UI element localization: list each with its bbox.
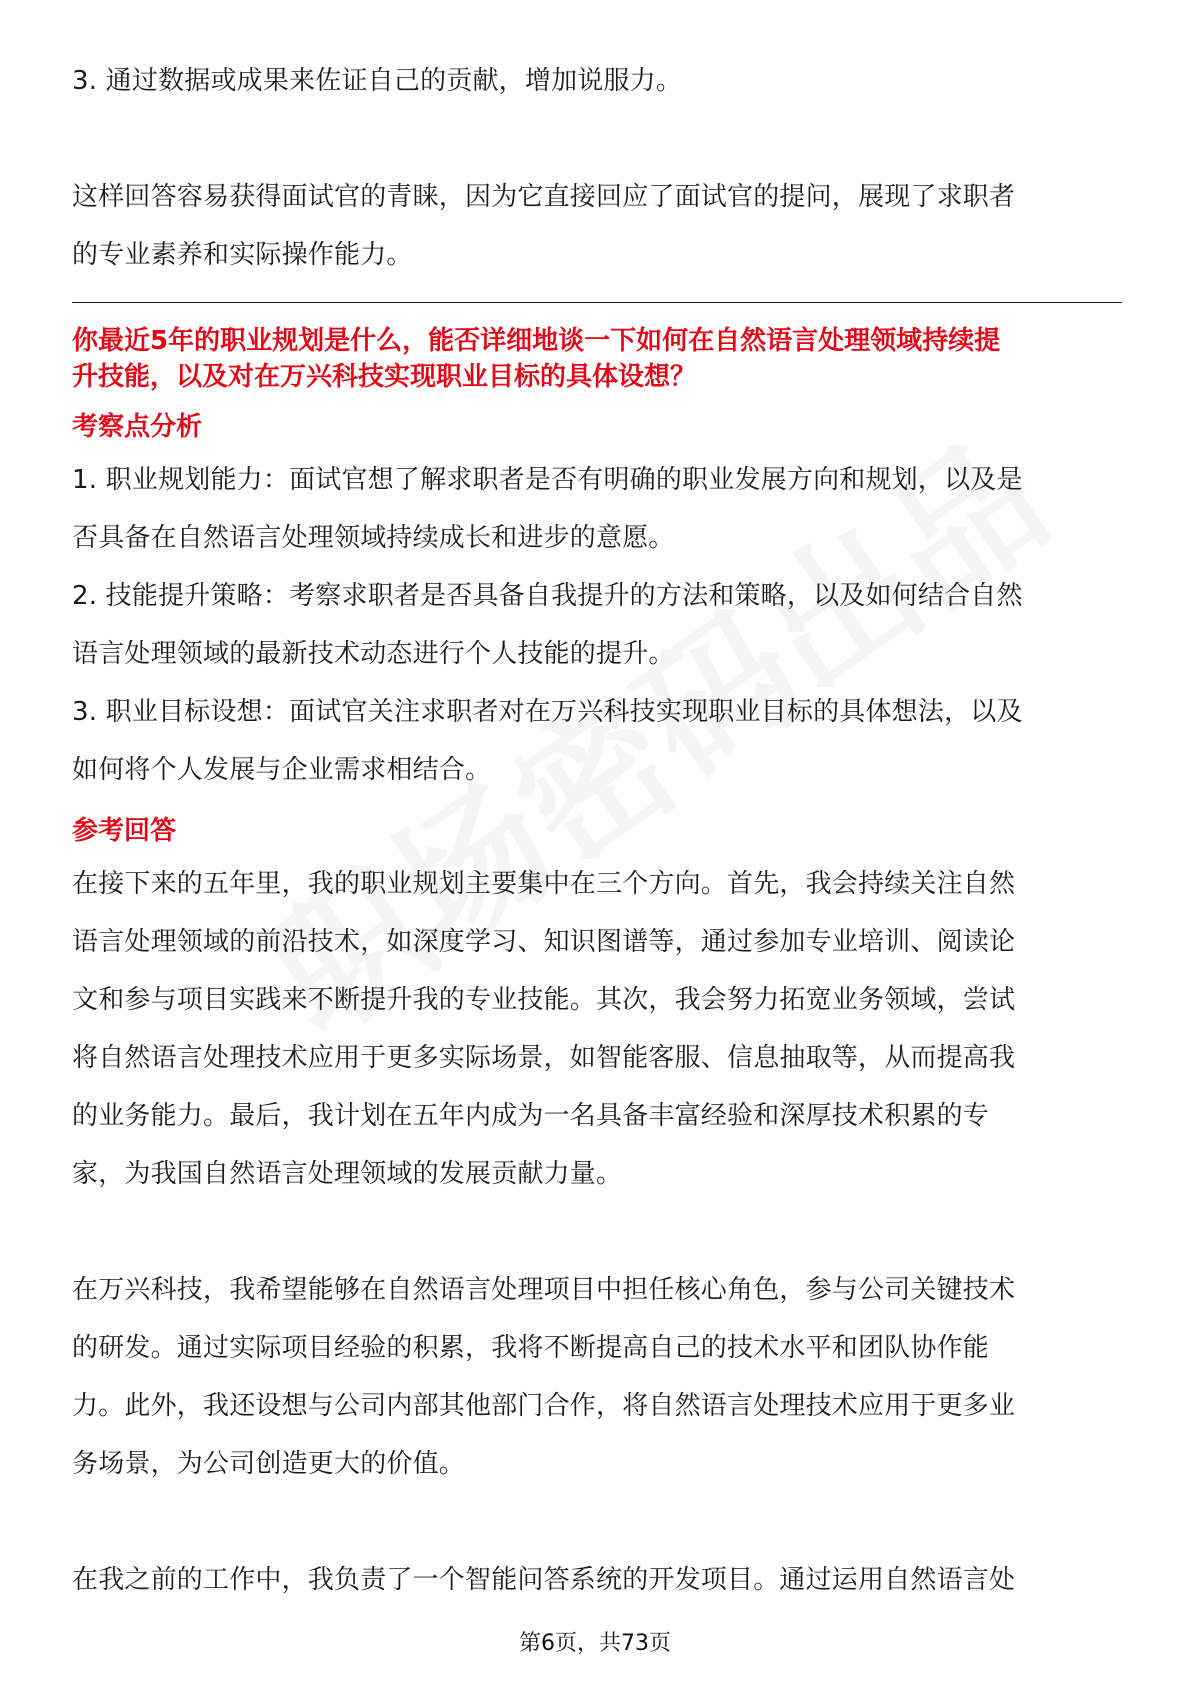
answer-title: 参考回答: [72, 816, 177, 846]
question-line: 你最近5年的职业规划是什么，能否详细地谈一下如何在自然语言处理领域持续提: [72, 326, 1001, 356]
answer-line: 力。此外，我还设想与公司内部其他部门合作，将自然语言处理技术应用于更多业: [72, 1391, 1016, 1421]
page-content: [72, 52, 1122, 1609]
analysis-line: 3. 职业目标设想：面试官关注求职者对在万兴科技实现职业目标的具体想法，以及: [72, 697, 1023, 727]
analysis-line: 2. 技能提升策略：考察求职者是否具备自我提升的方法和策略，以及如何结合自然: [72, 581, 1023, 611]
answer-line: 的业务能力。最后，我计划在五年内成为一名具备丰富经验和深厚技术积累的专: [72, 1101, 990, 1131]
answer-line: 文和参与项目实践来不断提升我的专业技能。其次，我会努力拓宽业务领域，尝试: [72, 985, 1016, 1015]
analysis-line: 否具备在自然语言处理领域持续成长和进步的意愿。: [72, 523, 675, 553]
answer-line: 将自然语言处理技术应用于更多实际场景，如智能客服、信息抽取等，从而提高我: [72, 1043, 1016, 1073]
page-number: 第6页，共73页: [519, 1631, 671, 1656]
section-divider: [72, 302, 1122, 303]
answer-line: 务场景，为公司创造更大的价值。: [72, 1449, 466, 1479]
summary-line: 的专业素养和实际操作能力。: [72, 240, 413, 270]
summary-line: 这样回答容易获得面试官的青睐，因为它直接回应了面试官的提问，展现了求职者: [72, 182, 1016, 212]
answer-line: 的研发。通过实际项目经验的积累，我将不断提高自己的技术水平和团队协作能: [72, 1333, 990, 1363]
analysis-title: 考察点分析: [72, 412, 203, 442]
analysis-line: 1. 职业规划能力：面试官想了解求职者是否有明确的职业发展方向和规划，以及是: [72, 465, 1023, 495]
answer-line: 在我之前的工作中，我负责了一个智能问答系统的开发项目。通过运用自然语言处: [72, 1565, 1016, 1595]
intro-item: 3. 通过数据或成果来佐证自己的贡献，增加说服力。: [72, 66, 683, 96]
interview-question: [72, 323, 1122, 395]
answer-line: 家，为我国自然语言处理领域的发展贡献力量。: [72, 1159, 623, 1189]
question-line: 升技能，以及对在万兴科技实现职业目标的具体设想？: [72, 362, 697, 392]
answer-line: 在万兴科技，我希望能够在自然语言处理项目中担任核心角色，参与公司关键技术: [72, 1275, 1016, 1305]
analysis-line: 语言处理领域的最新技术动态进行个人技能的提升。: [72, 639, 675, 669]
analysis-line: 如何将个人发展与企业需求相结合。: [72, 755, 492, 785]
answer-line: 语言处理领域的前沿技术，如深度学习、知识图谱等，通过参加专业培训、阅读论: [72, 927, 1016, 957]
answer-line: 在接下来的五年里，我的职业规划主要集中在三个方向。首先，我会持续关注自然: [72, 869, 1016, 899]
